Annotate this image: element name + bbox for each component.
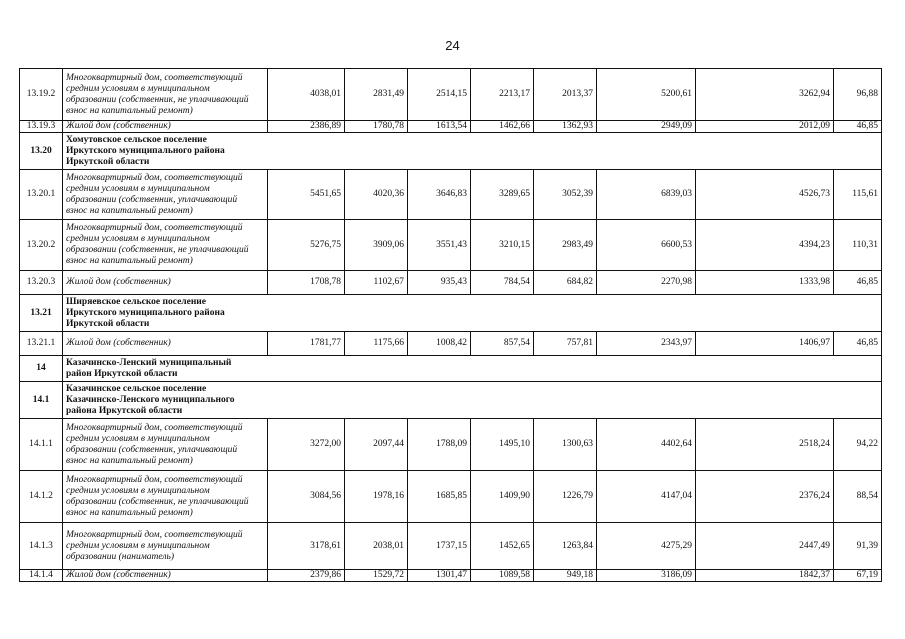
row-code: 13.21: [20, 295, 63, 332]
value-cell-2: 4020,36: [345, 170, 408, 220]
value-cell-2: 1978,16: [345, 471, 408, 523]
row-code: 14.1.4: [20, 570, 63, 582]
value-cell-2: 1175,66: [345, 332, 408, 356]
row-description: Многоквартирный дом, соответствующий средним условиям в муниципальном образовании (наниматель): [63, 523, 268, 570]
value-cell-1: 2386,89: [268, 121, 345, 133]
value-cell-5: 949,18: [534, 570, 597, 582]
value-cell-1: 3084,56: [268, 471, 345, 523]
value-cell-5: 1263,84: [534, 523, 597, 570]
value-cell-7: 1406,97: [696, 332, 834, 356]
value-cell-5: 2983,49: [534, 220, 597, 271]
value-cell-3: 3551,43: [408, 220, 471, 271]
table-row: [20, 332, 882, 356]
row-description: Многоквартирный дом, соответствующий средним условиям в муниципальном образовании (собственник, не уплачивающий взнос на капитальный ремонт): [63, 220, 268, 271]
table-row: [20, 471, 882, 523]
value-cell-1: 3178,61: [268, 523, 345, 570]
value-cell-5: 757,81: [534, 332, 597, 356]
value-cell-6: 6839,03: [597, 170, 696, 220]
value-cell-8: 46,85: [834, 332, 882, 356]
value-cell-8: 67,19: [834, 570, 882, 582]
row-description: Многоквартирный дом, соответствующий средним условиям в муниципальном образовании (собственник, не уплачивающий взнос на капитальный ремонт): [63, 471, 268, 523]
table-row: [20, 419, 882, 471]
value-cell-3: 1613,54: [408, 121, 471, 133]
table-row: [20, 69, 882, 121]
value-cell-3: 1788,09: [408, 419, 471, 471]
value-cell-3: 1685,85: [408, 471, 471, 523]
value-cell-2: 3909,06: [345, 220, 408, 271]
value-cell-8: 46,85: [834, 271, 882, 295]
table-row: [20, 220, 882, 271]
value-cell-7: 3262,94: [696, 69, 834, 121]
value-cell-1: 3272,00: [268, 419, 345, 471]
value-cell-6: 4147,04: [597, 471, 696, 523]
row-description: Жилой дом (собственник): [63, 271, 268, 295]
value-cell-8: 94,22: [834, 419, 882, 471]
value-cell-4: 2213,17: [471, 69, 534, 121]
section-title: Хомутовское сельское поселение Иркутского муниципального района Иркутской области: [63, 133, 882, 170]
value-cell-6: 4402,64: [597, 419, 696, 471]
value-cell-2: 2831,49: [345, 69, 408, 121]
table-row: [20, 271, 882, 295]
value-cell-6: 2270,98: [597, 271, 696, 295]
row-code: 14.1: [20, 382, 63, 419]
section-row: [20, 382, 882, 419]
value-cell-3: 2514,15: [408, 69, 471, 121]
value-cell-3: 935,43: [408, 271, 471, 295]
table-row: [20, 121, 882, 133]
value-cell-5: 1300,63: [534, 419, 597, 471]
value-cell-7: 1333,98: [696, 271, 834, 295]
value-cell-8: 96,88: [834, 69, 882, 121]
value-cell-7: 4526,73: [696, 170, 834, 220]
value-cell-4: 1089,58: [471, 570, 534, 582]
section-row: [20, 295, 882, 332]
value-cell-6: 6600,53: [597, 220, 696, 271]
value-cell-1: 4038,01: [268, 69, 345, 121]
row-code: 13.19.2: [20, 69, 63, 121]
row-description: Жилой дом (собственник): [63, 332, 268, 356]
value-cell-2: 1102,67: [345, 271, 408, 295]
table-row: [20, 523, 882, 570]
value-cell-7: 2012,09: [696, 121, 834, 133]
value-cell-1: 1708,78: [268, 271, 345, 295]
row-code: 13.20.3: [20, 271, 63, 295]
section-title: Ширяевское сельское поселение Иркутского муниципального района Иркутской области: [63, 295, 882, 332]
value-cell-7: 4394,23: [696, 220, 834, 271]
value-cell-2: 1780,78: [345, 121, 408, 133]
value-cell-1: 1781,77: [268, 332, 345, 356]
row-code: 14.1.1: [20, 419, 63, 471]
row-code: 14.1.2: [20, 471, 63, 523]
value-cell-5: 3052,39: [534, 170, 597, 220]
value-cell-4: 784,54: [471, 271, 534, 295]
value-cell-4: 857,54: [471, 332, 534, 356]
table-row: [20, 570, 882, 582]
value-cell-8: 115,61: [834, 170, 882, 220]
value-cell-3: 3646,83: [408, 170, 471, 220]
tariff-table: [19, 68, 882, 582]
value-cell-8: 46,85: [834, 121, 882, 133]
value-cell-5: 2013,37: [534, 69, 597, 121]
row-description: Многоквартирный дом, соответствующий средним условиям в муниципальном образовании (собственник, уплачивающий взнос на капитальный ремонт): [63, 170, 268, 220]
row-description: Многоквартирный дом, соответствующий средним условиям в муниципальном образовании (собственник, не уплачивающий взнос на капитальный ремонт): [63, 69, 268, 121]
value-cell-4: 1452,65: [471, 523, 534, 570]
value-cell-4: 3289,65: [471, 170, 534, 220]
value-cell-7: 2447,49: [696, 523, 834, 570]
value-cell-5: 1362,93: [534, 121, 597, 133]
value-cell-4: 1462,66: [471, 121, 534, 133]
value-cell-4: 1409,90: [471, 471, 534, 523]
value-cell-2: 2038,01: [345, 523, 408, 570]
row-code: 13.21.1: [20, 332, 63, 356]
value-cell-1: 5276,75: [268, 220, 345, 271]
value-cell-3: 1301,47: [408, 570, 471, 582]
row-description: Жилой дом (собственник): [63, 121, 268, 133]
value-cell-5: 684,82: [534, 271, 597, 295]
section-row: [20, 356, 882, 382]
row-code: 13.20: [20, 133, 63, 170]
value-cell-6: 3186,09: [597, 570, 696, 582]
value-cell-2: 1529,72: [345, 570, 408, 582]
row-code: 13.20.2: [20, 220, 63, 271]
row-description: Жилой дом (собственник): [63, 570, 268, 582]
value-cell-1: 2379,86: [268, 570, 345, 582]
value-cell-7: 1842,37: [696, 570, 834, 582]
value-cell-3: 1737,15: [408, 523, 471, 570]
section-title: Казачинско-Ленский муниципальный район Иркутской области: [63, 356, 882, 382]
value-cell-5: 1226,79: [534, 471, 597, 523]
value-cell-2: 2097,44: [345, 419, 408, 471]
row-description: Многоквартирный дом, соответствующий средним условиям в муниципальном образовании (собственник, уплачивающий взнос на капитальный ремонт): [63, 419, 268, 471]
value-cell-8: 88,54: [834, 471, 882, 523]
value-cell-6: 5200,61: [597, 69, 696, 121]
row-code: 14.1.3: [20, 523, 63, 570]
row-code: 14: [20, 356, 63, 382]
value-cell-6: 2343,97: [597, 332, 696, 356]
value-cell-7: 2376,24: [696, 471, 834, 523]
row-code: 13.20.1: [20, 170, 63, 220]
page-number: 24: [445, 38, 460, 53]
value-cell-7: 2518,24: [696, 419, 834, 471]
section-row: [20, 133, 882, 170]
value-cell-8: 91,39: [834, 523, 882, 570]
value-cell-1: 5451,65: [268, 170, 345, 220]
value-cell-4: 1495,10: [471, 419, 534, 471]
value-cell-8: 110,31: [834, 220, 882, 271]
row-code: 13.19.3: [20, 121, 63, 133]
value-cell-6: 2949,09: [597, 121, 696, 133]
section-title: Казачинское сельское поселение Казачинско-Ленского муниципального района Иркутской области: [63, 382, 882, 419]
value-cell-4: 3210,15: [471, 220, 534, 271]
value-cell-3: 1008,42: [408, 332, 471, 356]
table-row: [20, 170, 882, 220]
value-cell-6: 4275,29: [597, 523, 696, 570]
